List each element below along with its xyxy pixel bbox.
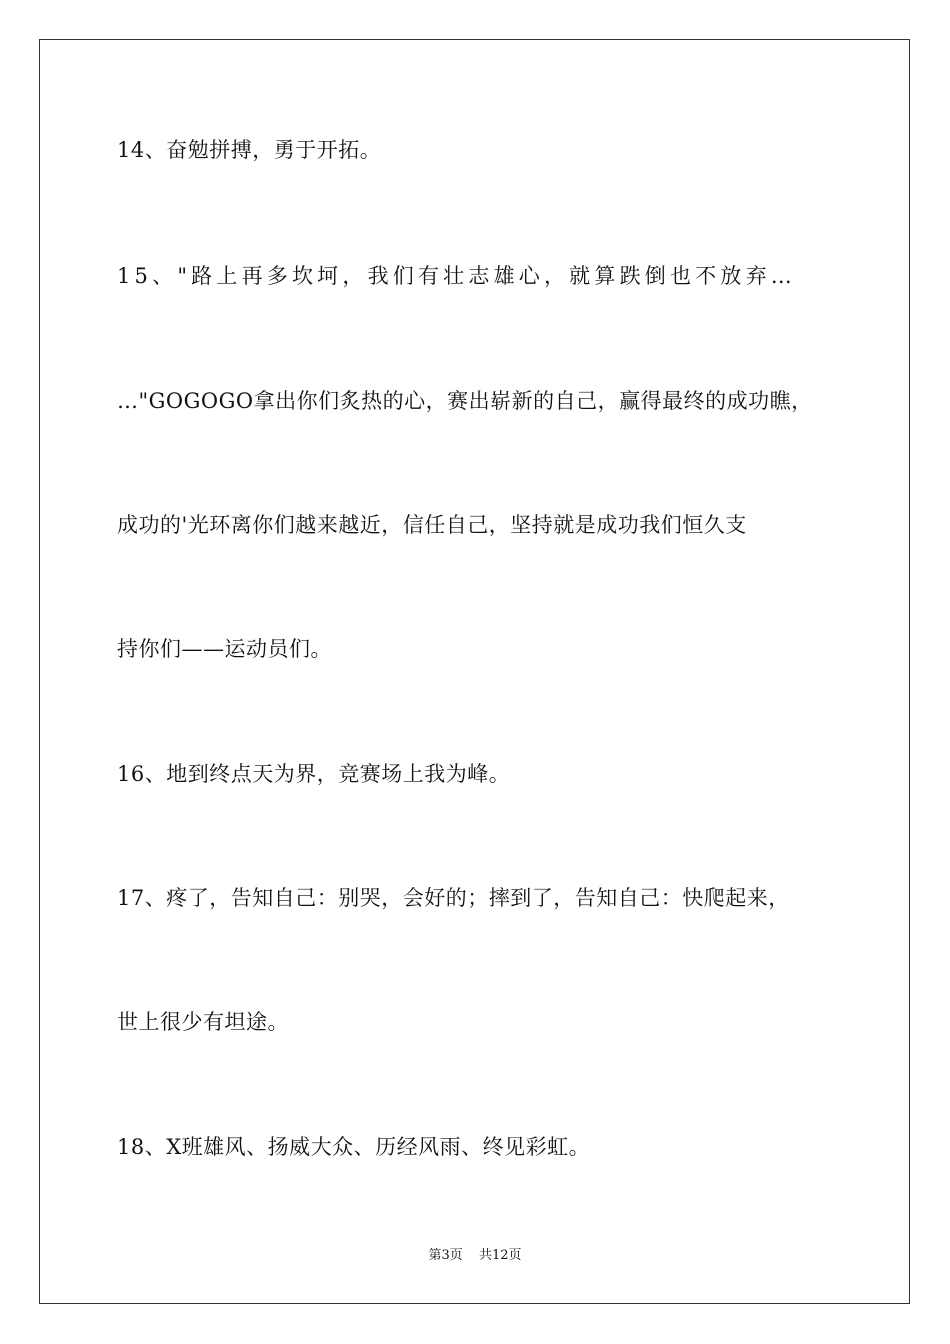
text-line-4: 成功的'光环离你们越来越近，信任自己，坚持就是成功我们恒久支 (117, 513, 747, 537)
text-line-3: …"GOGOGO拿出你们炙热的心，赛出崭新的自己，赢得最终的成功瞧， (117, 389, 813, 413)
text-line-6: 16、地到终点天为界，竞赛场上我为峰。 (117, 762, 511, 786)
text-line-1: 14、奋勉拼搏，勇于开拓。 (117, 138, 382, 162)
page-border (39, 39, 910, 1304)
text-line-5: 持你们——运动员们。 (117, 637, 332, 661)
page-total: 共12页 (478, 1248, 522, 1263)
text-line-2: 15、"路上再多坎坷，我们有壮志雄心，就算跌倒也不放弃… (117, 264, 796, 288)
page-footer (0, 1247, 950, 1265)
page-number: 第3页 (428, 1248, 463, 1263)
text-line-9: 18、X班雄风、扬威大众、历经风雨、终见彩虹。 (117, 1135, 591, 1159)
text-line-7: 17、疼了，告知自己：别哭，会好的；摔到了，告知自己：快爬起来， (117, 886, 790, 910)
text-line-8: 世上很少有坦途。 (117, 1010, 289, 1034)
